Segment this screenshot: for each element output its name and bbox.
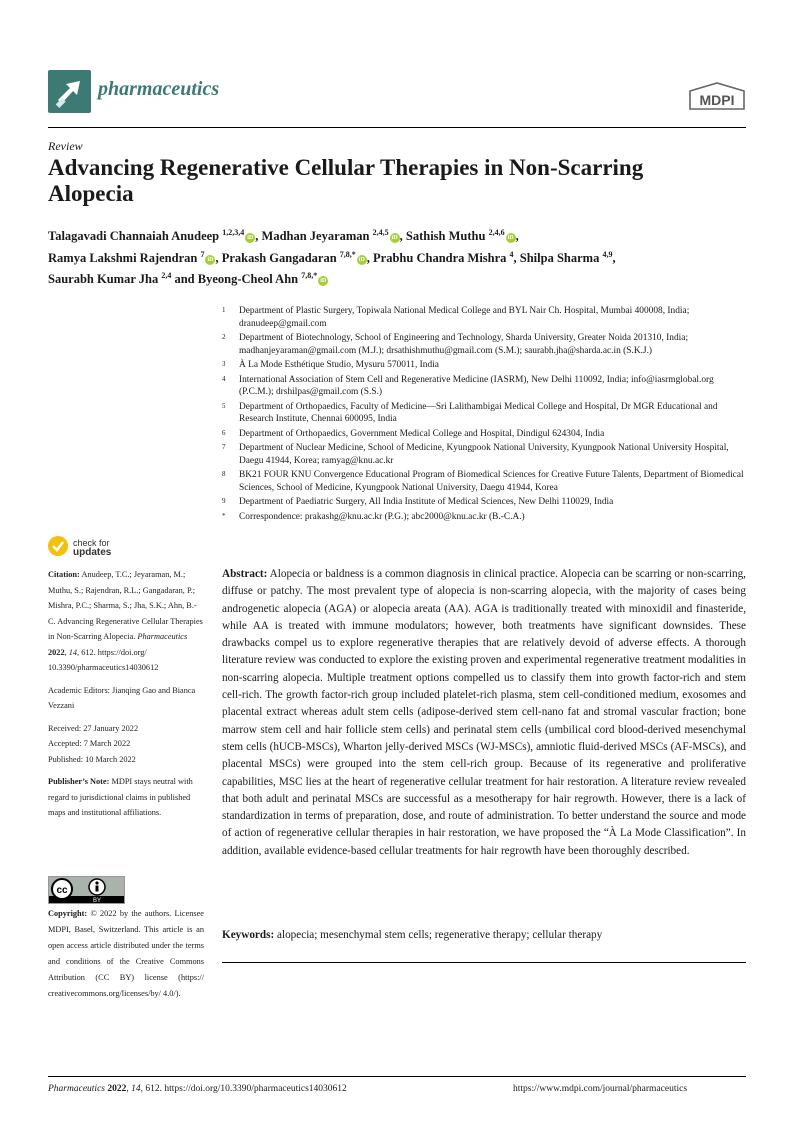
affiliation-text: Correspondence: prakashg@knu.ac.kr (P.G.); abc2000@knu.ac.kr (B.-C.A.) — [239, 511, 525, 522]
affiliation-item — [222, 511, 747, 524]
author-separator: , — [612, 250, 616, 265]
author-affiliation-sup: 2,4,6 — [488, 228, 505, 237]
header-rule — [48, 127, 746, 128]
author-separator: , — [366, 250, 374, 265]
citation-text: Anudeep, T.C.; Jeyaraman, M.; Muthu, S.; Rajendran, R.L.; Gangadaran, P.; Mishra, P.C.; Sharma, S.; Jha, S.K.; Ahn, B.-C. Advancing Regenerative Cellular Therapies in Non-Scarring Alopecia. — [48, 570, 203, 641]
affiliation-item — [222, 374, 747, 399]
citation-vol: 14 — [68, 647, 78, 657]
orcid-icon[interactable]: iD — [207, 256, 214, 263]
citation-year: 2022 — [48, 647, 65, 657]
check-for-updates-button[interactable] — [73, 538, 111, 558]
affiliation-text: International Association of Stem Cell and Regenerative Medicine (IASRM), New Delhi 110092, India; info@iasrmglobal.org (P.C.M.); drshilpas@gmail.com (S.S.) — [239, 374, 714, 398]
affiliation-item — [222, 442, 747, 467]
affiliation-item — [222, 469, 747, 494]
abstract — [222, 566, 746, 860]
affiliation-number: 1 — [222, 306, 226, 314]
abstract-text: Alopecia or baldness is a common diagnosis in clinical practice. Alopecia can be scarring or non-scarring, diffuse or patchy. The most prevalent type of alopecia is non-scarring alopecia, with the majority of cases being androgenetic alopecia (AGA) or alopecia areata (AA). AGA is traditionally treated with minoxidil and finasteride, while AA is treated with immune modulators; however, both treatments have significant downsides. These drawbacks compel us to explore regenerative therapies that are relatively devoid of adverse effects. A thorough literature review was conducted to explore the existing proven and experimental regenerative treatment modalities in non-scarring alopecia. Multiple treatment options compelled us to classify them into growth factor-rich and stem cell-rich. The growth factor-rich group included platelet-rich plasma, stem cell-conditioned medium, exosomes and placental extract whereas adult stem cells (adipose-derived stem cell-nano fat and stromal vascular fraction; bone marrow stem cell and hair follicle stem cells) and perinatal stem cells (umbilical cord blood-derived mesenchymal stem cells (hUCB-MSCs), Wharton jelly-derived MSCs (WJ-MSCs), amniotic fluid-derived MSCs (AF-MSCs), and placental MSCs) were grouped into the stem cell-rich group. Because of its regenerative and proliferative capabilities, MSC lies at the heart of regenerative cellular treatment for hair restoration. A literature review revealed that both adult and perinatal MSCs are successful as a mesotherapy for hair regrowth. However, there is a lack of standardization in terms of preparation, dose, and route of administration. To better understand the source and mode of action of regenerative cellular therapies in hair restoration, we have proposed the “À La Mode Classification”. In addition, available evidence-based cellular treatments for hair regrowth have been thoroughly described. — [222, 568, 746, 857]
author-affiliation-sup: 1,2,3,4 — [222, 228, 245, 237]
check-line2: updates — [73, 547, 112, 558]
affiliation-number: * — [222, 511, 226, 520]
affiliation-item — [222, 305, 747, 330]
author-name: Sathish Muthu — [405, 229, 486, 244]
author-separator: , — [215, 250, 222, 265]
abstract-label: Abstract: — [222, 568, 268, 580]
affiliation-text: À La Mode Esthétique Studio, Mysuru 570011, India — [239, 360, 439, 371]
author-name: Byeong-Cheol Ahn — [197, 272, 299, 287]
footer-year: 2022 — [107, 1084, 127, 1094]
affiliation-item — [222, 496, 747, 509]
author-affiliation-sup: 7,8,* — [339, 249, 356, 259]
journal-logo-icon — [48, 70, 91, 113]
mdpi-logo-text: MDPI — [699, 92, 735, 108]
affiliation-text: Department of Plastic Surgery, Topiwala National Medical College and BYL Nair Ch. Hospital, Mumbai 400008, India; dranudeep@gmail.com — [239, 306, 690, 329]
orcid-icon[interactable]: iD — [507, 235, 514, 242]
article-title: Advancing Regenerative Cellular Therapies in Non-Scarring Alopecia — [48, 155, 644, 206]
received-date: Received: 27 January 2022 — [48, 723, 139, 733]
affiliation-text: BK21 FOUR KNU Convergence Educational Program of Biomedical Sciences for Creative Future Talents, Department of Biomedical Sciences, School of Medicine, Kyungpook National University, Daegu 41944, Korea — [239, 470, 744, 493]
author-separator: , — [515, 229, 519, 244]
author-affiliation-sup: 7,8,* — [301, 271, 318, 281]
affiliation-text: Department of Biotechnology, School of Engineering and Technology, Sharda University, Greater Noida 201310, India; madhanjeyaraman@gmail.com (M.J.); drsathishmuthu@gmail.com (S.M.); saurabh.jha@sharda.ac.in (S.K.J.) — [239, 333, 689, 356]
citation-label: Citation: — [48, 570, 80, 579]
author-name: Ramya Lakshmi Rajendran — [48, 250, 198, 265]
author-name: Madhan Jeyaraman — [261, 229, 370, 244]
published-date: Published: 10 March 2022 — [48, 754, 136, 764]
affiliation-text: Department of Orthopaedics, Government Medical College and Hospital, Dindigul 624304, India — [239, 428, 605, 439]
affiliation-item — [222, 332, 747, 357]
affiliation-list — [222, 305, 747, 525]
author-separator: , — [513, 250, 520, 265]
author-list — [48, 224, 748, 289]
affiliation-number: 8 — [222, 470, 226, 479]
affiliation-number: 9 — [222, 497, 226, 506]
author-separator: and — [171, 272, 198, 287]
affiliation-text: Department of Paediatric Surgery, All India Institute of Medical Sciences, New Delhi 110029, India — [239, 497, 614, 508]
author-name: Prabhu Chandra Mishra — [373, 250, 507, 265]
orcid-icon[interactable]: iD — [320, 278, 327, 285]
footer-doi[interactable]: , 612. https://doi.org/10.3390/pharmaceutics14030612 — [140, 1084, 347, 1094]
citation: Citation: Anudeep, T.C.; Jeyaraman, M.; Muthu, S.; Rajendran, R.L.; Gangadaran, P.; Mishra, P.C.; Sharma, S.; Jha, S.K.; Ahn, B.-C. Advancing Regenerative Cellular Therapies in Non-Scarring Alopecia. Pharmaceutics 2022, 14, 612. https://doi.org/ 10.3390/pharmaceutics14030612 — [48, 570, 203, 672]
author-separator: , — [255, 229, 262, 244]
publisher-note — [48, 774, 204, 821]
orcid-icon[interactable]: iD — [391, 235, 398, 242]
svg-text:cc: cc — [56, 885, 68, 896]
author-name: Shilpa Sharma — [519, 250, 600, 265]
footer-vol: 14 — [131, 1084, 141, 1094]
accepted-date: Accepted: 7 March 2022 — [48, 739, 131, 748]
check-for-updates-icon[interactable] — [48, 536, 68, 556]
affiliation-text: Department of Nuclear Medicine, School of Medicine, Kyungpook National University, Kyungpook National University Hospital, Daegu 41944, Korea; ramyag@knu.ac.kr — [239, 443, 729, 466]
copyright-text: © 2022 by the authors. Licensee MDPI, Basel, Switzerland. This article is an open access article distributed under the terms and conditions of the Creative Commons Attribution (CC BY) license (https:// creativecommons.org/licenses/by/ 4.0/). — [48, 909, 204, 998]
mdpi-logo-icon — [688, 81, 746, 116]
author-affiliation-sup: 7 — [200, 249, 205, 259]
author-affiliation-sup: 2,4,5 — [372, 228, 389, 237]
cc-by-label: BY — [92, 898, 102, 903]
cc-by-license-icon[interactable] — [48, 876, 125, 904]
publisher-note-label: Publisher’s Note: — [48, 777, 110, 786]
author-affiliation-sup: 4 — [509, 249, 514, 259]
footer-rule — [48, 1076, 746, 1077]
author-separator: , — [399, 229, 406, 244]
author-name: Prakash Gangadaran — [221, 250, 337, 265]
footer-citation: Pharmaceutics 2022, 14, 612. https://doi.org/10.3390/pharmaceutics14030612 — [48, 1084, 347, 1094]
affiliation-number: 2 — [222, 333, 226, 342]
affiliation-item — [222, 401, 747, 426]
footer-journal-url[interactable]: https://www.mdpi.com/journal/pharmaceutics — [513, 1084, 688, 1094]
affiliation-number: 7 — [222, 443, 226, 452]
sidebar-info — [48, 567, 204, 828]
check-line1: check for — [73, 538, 110, 548]
footer-journal: Pharmaceutics — [48, 1084, 105, 1094]
orcid-icon[interactable]: iD — [358, 256, 365, 263]
affiliation-number: 6 — [222, 428, 226, 437]
keywords-text: alopecia; mesenchymal stem cells; regenerative therapy; cellular therapy — [277, 929, 603, 941]
journal-name: pharmaceutics — [98, 78, 220, 100]
copyright-notice — [48, 906, 204, 1001]
affiliation-text: Department of Orthopaedics, Faculty of Medicine—Sri Lalithambigai Medical College and Hospital, Dr MGR Educational and Research Institute, Chennai 600095, India — [239, 401, 718, 425]
affiliation-item — [222, 359, 747, 372]
copyright-label: Copyright: — [48, 909, 88, 918]
article-type: Review — [48, 139, 83, 153]
author-affiliation-sup: 2,4 — [161, 271, 172, 281]
affiliation-number: 4 — [222, 374, 226, 383]
academic-editors: Academic Editors: Jianqing Gao and Bianca Vezzani — [48, 685, 196, 710]
citation-rest[interactable]: , 612. https://doi.org/ 10.3390/pharmaceutics14030612 — [48, 647, 159, 672]
publisher-note-text: MDPI stays neutral with regard to jurisdictional claims in published maps and institutional affiliations. — [48, 777, 193, 817]
affiliation-number: 5 — [222, 401, 226, 410]
author-name: Saurabh Kumar Jha — [48, 272, 159, 287]
keywords — [222, 927, 746, 944]
author-name: Talagavadi Channaiah Anudeep — [48, 229, 220, 244]
orcid-icon[interactable]: iD — [247, 235, 254, 242]
affiliation-item — [222, 428, 747, 441]
keywords-label: Keywords: — [222, 929, 275, 941]
affiliation-number: 3 — [222, 360, 226, 369]
author-affiliation-sup: 4,9 — [602, 249, 613, 259]
abstract-rule — [222, 962, 746, 963]
citation-journal: Pharmaceutics — [137, 632, 188, 641]
